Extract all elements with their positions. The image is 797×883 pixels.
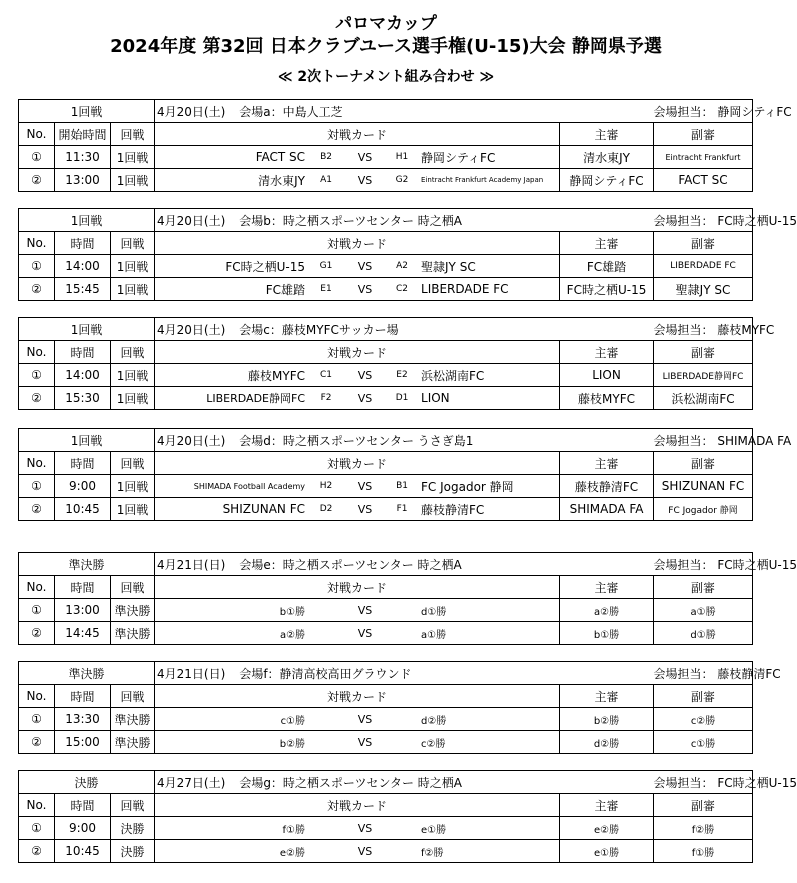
match-time: 13:30 [55, 708, 111, 731]
assistant-referee: c②勝 [654, 708, 753, 731]
host-label: 会場担当： FC時之栖U-15 [654, 771, 753, 794]
match-block [18, 661, 781, 754]
venue-name: 会場a：中島人工芝 [239, 104, 343, 119]
vs-label: VS [357, 626, 373, 640]
match-card [155, 622, 560, 645]
match-round: 準決勝 [111, 708, 155, 731]
header-time: 時間 [55, 685, 111, 708]
header-card: 対戦カード [155, 123, 560, 146]
column-header-row [19, 576, 753, 599]
home-seed: E1 [320, 284, 332, 294]
home-seed: F2 [320, 393, 332, 403]
match-card [155, 364, 560, 387]
match-number: ① [19, 708, 55, 731]
match-time: 14:45 [55, 622, 111, 645]
match-number: ① [19, 146, 55, 169]
vs-label: VS [357, 391, 373, 405]
referee: e①勝 [560, 840, 654, 863]
match-row [19, 498, 753, 521]
match-time: 10:45 [55, 498, 111, 521]
venue-info [155, 318, 654, 341]
home-seed: B2 [320, 152, 332, 162]
header-time: 時間 [55, 576, 111, 599]
match-number: ② [19, 278, 55, 301]
match-round: 決勝 [111, 817, 155, 840]
match-date: 4月21日(日) [157, 557, 226, 572]
match-card [155, 731, 560, 754]
away-seed: F1 [396, 504, 408, 514]
match-card [155, 255, 560, 278]
header-card: 対戦カード [155, 794, 560, 817]
match-round: 1回戦 [111, 146, 155, 169]
match-time: 15:00 [55, 731, 111, 754]
away-team: LION [421, 391, 450, 405]
header-card: 対戦カード [155, 452, 560, 475]
vs-label: VS [357, 368, 373, 382]
header-time: 時間 [55, 794, 111, 817]
vs-label: VS [357, 150, 373, 164]
block-info-row [19, 553, 753, 576]
header-referee: 主審 [560, 576, 654, 599]
block-info-row [19, 429, 753, 452]
header-time: 時間 [55, 232, 111, 255]
header-card: 対戦カード [155, 232, 560, 255]
match-row [19, 475, 753, 498]
header-assistant: 副審 [654, 685, 753, 708]
round-label: 決勝 [19, 771, 155, 794]
vs-label: VS [357, 735, 373, 749]
header-no: No. [19, 452, 55, 475]
header-round: 回戦 [111, 232, 155, 255]
header-round: 回戦 [111, 685, 155, 708]
match-time: 15:30 [55, 387, 111, 410]
match-date: 4月20日(土) [157, 433, 226, 448]
round-label: 準決勝 [19, 553, 155, 576]
venue-info [155, 100, 654, 123]
column-header-row [19, 341, 753, 364]
header-no: No. [19, 794, 55, 817]
away-team: 藤枝静清FC [421, 502, 485, 517]
match-card [155, 840, 560, 863]
match-row [19, 731, 753, 754]
venue-name: 会場g：時之栖スポーツセンター 時之栖A [239, 775, 462, 790]
header-no: No. [19, 232, 55, 255]
match-number: ② [19, 498, 55, 521]
referee: 藤枝静清FC [560, 475, 654, 498]
column-header-row [19, 123, 753, 146]
host-label: 会場担当： 静岡シティFC [654, 100, 753, 123]
host-label: 会場担当： FC時之栖U-15 [654, 553, 753, 576]
header-card: 対戦カード [155, 685, 560, 708]
match-row [19, 146, 753, 169]
away-team: FC Jogador 静岡 [421, 479, 514, 494]
assistant-referee: f①勝 [654, 840, 753, 863]
away-team: 聖隷JY SC [421, 259, 476, 274]
match-number: ② [19, 840, 55, 863]
match-block [18, 317, 775, 410]
host-label: 会場担当： SHIMADA FA [654, 429, 753, 452]
match-date: 4月20日(土) [157, 213, 226, 228]
round-label: 1回戦 [19, 429, 155, 452]
match-card [155, 146, 560, 169]
match-row [19, 622, 753, 645]
assistant-referee: FC Jogador 静岡 [654, 498, 753, 521]
header-assistant: 副審 [654, 794, 753, 817]
match-block [18, 770, 797, 863]
home-team: b②勝 [279, 738, 306, 750]
match-card [155, 475, 560, 498]
round-label: 準決勝 [19, 662, 155, 685]
header-assistant: 副審 [654, 452, 753, 475]
away-seed: G2 [395, 175, 409, 185]
home-team: FC時之栖U-15 [225, 259, 306, 274]
match-number: ① [19, 817, 55, 840]
tournament-title: 2024年度 第32回 日本クラブユース選手権(U-15)大会 静岡県予選 [110, 36, 662, 57]
block-info-row [19, 209, 753, 232]
match-block [18, 552, 797, 645]
header-no: No. [19, 123, 55, 146]
assistant-referee: 浜松湖南FC [654, 387, 753, 410]
match-row [19, 599, 753, 622]
block-info-row [19, 662, 753, 685]
match-time: 9:00 [55, 817, 111, 840]
match-card [155, 387, 560, 410]
referee: 藤枝MYFC [560, 387, 654, 410]
venue-info [155, 662, 654, 685]
match-time: 15:45 [55, 278, 111, 301]
vs-label: VS [357, 821, 373, 835]
header-card: 対戦カード [155, 341, 560, 364]
home-team: SHIZUNAN FC [222, 502, 306, 516]
match-round: 1回戦 [111, 475, 155, 498]
match-row [19, 255, 753, 278]
vs-label: VS [357, 603, 373, 617]
match-card [155, 599, 560, 622]
round-label: 1回戦 [19, 318, 155, 341]
match-time: 13:00 [55, 169, 111, 192]
home-team: c①勝 [280, 715, 306, 727]
column-header-row [19, 232, 753, 255]
match-round: 1回戦 [111, 364, 155, 387]
vs-label: VS [357, 479, 373, 493]
header-referee: 主審 [560, 685, 654, 708]
match-number: ② [19, 169, 55, 192]
referee: 清水東JY [560, 146, 654, 169]
match-round: 準決勝 [111, 622, 155, 645]
match-row [19, 387, 753, 410]
bracket-subtitle: ≪ 2次トーナメント組み合わせ ≫ [277, 69, 495, 85]
vs-label: VS [357, 173, 373, 187]
match-number: ② [19, 731, 55, 754]
match-round: 1回戦 [111, 255, 155, 278]
away-team: a①勝 [421, 629, 447, 641]
header-referee: 主審 [560, 341, 654, 364]
match-time: 13:00 [55, 599, 111, 622]
header-card: 対戦カード [155, 576, 560, 599]
referee: d②勝 [560, 731, 654, 754]
match-round: 決勝 [111, 840, 155, 863]
header-round: 回戦 [111, 794, 155, 817]
block-info-row [19, 771, 753, 794]
match-time: 14:00 [55, 255, 111, 278]
assistant-referee: LIBERDADE静岡FC [654, 364, 753, 387]
header-assistant: 副審 [654, 341, 753, 364]
assistant-referee: 聖隷JY SC [654, 278, 753, 301]
away-team: 静岡シティFC [421, 150, 496, 165]
vs-label: VS [357, 259, 373, 273]
header-time: 時間 [55, 452, 111, 475]
away-team: d①勝 [421, 606, 447, 618]
match-date: 4月20日(土) [157, 322, 226, 337]
assistant-referee: f②勝 [654, 817, 753, 840]
match-number: ① [19, 475, 55, 498]
block-info-row [19, 100, 753, 123]
assistant-referee: LIBERDADE FC [654, 255, 753, 278]
vs-label: VS [357, 712, 373, 726]
home-team: SHIMADA Football Academy [193, 481, 306, 491]
away-seed: A2 [396, 261, 408, 271]
match-number: ② [19, 387, 55, 410]
host-label: 会場担当： 藤枝MYFC [654, 318, 753, 341]
match-row [19, 364, 753, 387]
venue-name: 会場d：時之栖スポーツセンター うさぎ島1 [239, 433, 474, 448]
header-referee: 主審 [560, 123, 654, 146]
header-no: No. [19, 341, 55, 364]
match-block [18, 428, 792, 521]
referee: b①勝 [560, 622, 654, 645]
home-seed: A1 [320, 175, 332, 185]
match-card [155, 169, 560, 192]
away-team: Eintracht Frankfurt Academy Japan [421, 176, 544, 184]
round-label: 1回戦 [19, 100, 155, 123]
home-team: LIBERDADE静岡FC [206, 392, 306, 405]
home-seed: D2 [319, 504, 333, 514]
header-assistant: 副審 [654, 232, 753, 255]
home-team: 清水東JY [258, 173, 306, 188]
referee: a②勝 [560, 599, 654, 622]
match-round: 準決勝 [111, 599, 155, 622]
header-assistant: 副審 [654, 123, 753, 146]
venue-info [155, 429, 654, 452]
header-time: 開始時間 [55, 123, 111, 146]
host-label: 会場担当： 藤枝静清FC [654, 662, 753, 685]
header-no: No. [19, 576, 55, 599]
venue-info [155, 771, 654, 794]
match-row [19, 169, 753, 192]
away-team: d②勝 [421, 715, 447, 727]
header-referee: 主審 [560, 794, 654, 817]
match-row [19, 840, 753, 863]
referee: e②勝 [560, 817, 654, 840]
match-number: ① [19, 255, 55, 278]
cup-title: パロマカップ [335, 14, 437, 34]
referee: FC時之栖U-15 [560, 278, 654, 301]
away-team: LIBERDADE FC [421, 282, 509, 296]
home-team: FC雄踏 [265, 282, 306, 297]
assistant-referee: a①勝 [654, 599, 753, 622]
match-row [19, 708, 753, 731]
column-header-row [19, 685, 753, 708]
vs-label: VS [357, 844, 373, 858]
header-round: 回戦 [111, 123, 155, 146]
match-card [155, 817, 560, 840]
home-seed: G1 [319, 261, 333, 271]
home-seed: H2 [319, 481, 333, 491]
header-round: 回戦 [111, 452, 155, 475]
away-seed: B1 [396, 481, 408, 491]
header-no: No. [19, 685, 55, 708]
header-assistant: 副審 [654, 576, 753, 599]
venue-info [155, 553, 654, 576]
assistant-referee: Eintracht Frankfurt [654, 146, 753, 169]
match-time: 10:45 [55, 840, 111, 863]
assistant-referee: FACT SC [654, 169, 753, 192]
header-referee: 主審 [560, 232, 654, 255]
match-number: ① [19, 364, 55, 387]
match-time: 14:00 [55, 364, 111, 387]
match-card [155, 708, 560, 731]
vs-label: VS [357, 282, 373, 296]
away-seed: D1 [395, 393, 409, 403]
away-team: c②勝 [421, 738, 446, 750]
match-time: 9:00 [55, 475, 111, 498]
referee: LION [560, 364, 654, 387]
home-team: FACT SC [255, 150, 306, 164]
column-header-row [19, 452, 753, 475]
match-number: ② [19, 622, 55, 645]
match-time: 11:30 [55, 146, 111, 169]
match-round: 1回戦 [111, 387, 155, 410]
match-number: ① [19, 599, 55, 622]
away-team: e①勝 [421, 824, 447, 836]
home-team: a②勝 [279, 629, 306, 641]
header-round: 回戦 [111, 576, 155, 599]
referee: 静岡シティFC [560, 169, 654, 192]
venue-name: 会場b：時之栖スポーツセンター 時之栖A [239, 213, 462, 228]
round-label: 1回戦 [19, 209, 155, 232]
vs-label: VS [357, 502, 373, 516]
match-block [18, 208, 797, 301]
away-seed: H1 [395, 152, 409, 162]
header-round: 回戦 [111, 341, 155, 364]
venue-name: 会場c：藤枝MYFCサッカー場 [239, 322, 399, 337]
match-date: 4月20日(土) [157, 104, 226, 119]
assistant-referee: c①勝 [654, 731, 753, 754]
away-seed: C2 [396, 284, 409, 294]
home-team: b①勝 [279, 606, 306, 618]
header-referee: 主審 [560, 452, 654, 475]
block-info-row [19, 318, 753, 341]
away-team: f②勝 [421, 847, 444, 859]
match-block [18, 99, 792, 192]
match-card [155, 498, 560, 521]
venue-name: 会場f：静清高校高田グラウンド [239, 666, 412, 681]
match-card [155, 278, 560, 301]
home-team: e②勝 [279, 847, 306, 859]
home-team: 藤枝MYFC [248, 368, 306, 383]
match-round: 1回戦 [111, 169, 155, 192]
referee: FC雄踏 [560, 255, 654, 278]
match-date: 4月27日(土) [157, 775, 226, 790]
home-seed: C1 [320, 370, 333, 380]
venue-name: 会場e：時之栖スポーツセンター 時之栖A [239, 557, 462, 572]
match-round: 準決勝 [111, 731, 155, 754]
column-header-row [19, 794, 753, 817]
match-row [19, 278, 753, 301]
header-time: 時間 [55, 341, 111, 364]
away-seed: E2 [396, 370, 408, 380]
referee: SHIMADA FA [560, 498, 654, 521]
assistant-referee: SHIZUNAN FC [654, 475, 753, 498]
match-date: 4月21日(日) [157, 666, 226, 681]
away-team: 浜松湖南FC [421, 368, 485, 383]
referee: b②勝 [560, 708, 654, 731]
match-round: 1回戦 [111, 278, 155, 301]
assistant-referee: d①勝 [654, 622, 753, 645]
venue-info [155, 209, 654, 232]
home-team: f①勝 [282, 824, 306, 836]
match-row [19, 817, 753, 840]
match-round: 1回戦 [111, 498, 155, 521]
host-label: 会場担当： FC時之栖U-15 [654, 209, 753, 232]
